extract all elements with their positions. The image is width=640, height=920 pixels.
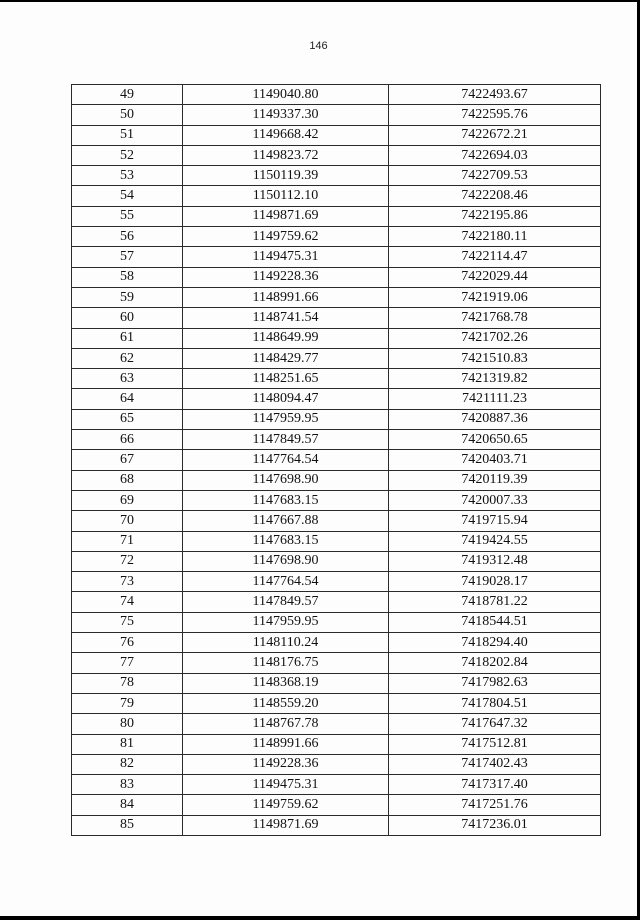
y-coordinate-cell: 7417236.01 [389, 815, 601, 835]
x-coordinate-cell: 1147683.15 [183, 531, 389, 551]
x-coordinate-cell: 1149871.69 [183, 206, 389, 226]
y-coordinate-cell: 7421111.23 [389, 389, 601, 409]
x-coordinate-cell: 1147849.57 [183, 592, 389, 612]
y-coordinate-cell: 7418202.84 [389, 653, 601, 673]
point-number-cell: 80 [72, 714, 183, 734]
y-coordinate-cell: 7417804.51 [389, 693, 601, 713]
table-row [72, 409, 601, 429]
x-coordinate-cell: 1149759.62 [183, 795, 389, 815]
x-coordinate-cell: 1150119.39 [183, 166, 389, 186]
table-row [72, 348, 601, 368]
point-number-cell: 75 [72, 612, 183, 632]
point-number-cell: 78 [72, 673, 183, 693]
x-coordinate-cell: 1147849.57 [183, 430, 389, 450]
point-number-cell: 64 [72, 389, 183, 409]
x-coordinate-cell: 1148110.24 [183, 633, 389, 653]
y-coordinate-cell: 7418781.22 [389, 592, 601, 612]
y-coordinate-cell: 7417647.32 [389, 714, 601, 734]
point-number-cell: 74 [72, 592, 183, 612]
y-coordinate-cell: 7417317.40 [389, 775, 601, 795]
table-row [72, 612, 601, 632]
point-number-cell: 83 [72, 775, 183, 795]
point-number-cell: 68 [72, 470, 183, 490]
x-coordinate-cell: 1147959.95 [183, 612, 389, 632]
x-coordinate-cell: 1149475.31 [183, 247, 389, 267]
x-coordinate-cell: 1149668.42 [183, 125, 389, 145]
y-coordinate-cell: 7421702.26 [389, 328, 601, 348]
x-coordinate-cell: 1148368.19 [183, 673, 389, 693]
page-number: 146 [309, 40, 328, 52]
y-coordinate-cell: 7419424.55 [389, 531, 601, 551]
point-number-cell: 56 [72, 227, 183, 247]
table-row [72, 490, 601, 510]
point-number-cell: 57 [72, 247, 183, 267]
point-number-cell: 53 [72, 166, 183, 186]
table-row [72, 328, 601, 348]
table-row [72, 287, 601, 307]
x-coordinate-cell: 1147764.54 [183, 450, 389, 470]
point-number-cell: 71 [72, 531, 183, 551]
point-number-cell: 66 [72, 430, 183, 450]
x-coordinate-cell: 1148767.78 [183, 714, 389, 734]
point-number-cell: 63 [72, 369, 183, 389]
table-row [72, 166, 601, 186]
y-coordinate-cell: 7422672.21 [389, 125, 601, 145]
y-coordinate-cell: 7420650.65 [389, 430, 601, 450]
y-coordinate-cell: 7422595.76 [389, 105, 601, 125]
x-coordinate-cell: 1149040.80 [183, 85, 389, 105]
y-coordinate-cell: 7422029.44 [389, 267, 601, 287]
point-number-cell: 50 [72, 105, 183, 125]
point-number-cell: 52 [72, 145, 183, 165]
y-coordinate-cell: 7422195.86 [389, 206, 601, 226]
y-coordinate-cell: 7421768.78 [389, 308, 601, 328]
x-coordinate-cell: 1148176.75 [183, 653, 389, 673]
point-number-cell: 73 [72, 572, 183, 592]
point-number-cell: 72 [72, 551, 183, 571]
table-row [72, 369, 601, 389]
y-coordinate-cell: 7418544.51 [389, 612, 601, 632]
x-coordinate-cell: 1147667.88 [183, 511, 389, 531]
y-coordinate-cell: 7419312.48 [389, 551, 601, 571]
y-coordinate-cell: 7420007.33 [389, 490, 601, 510]
point-number-cell: 54 [72, 186, 183, 206]
x-coordinate-cell: 1149475.31 [183, 775, 389, 795]
table-row [72, 85, 601, 105]
point-number-cell: 70 [72, 511, 183, 531]
point-number-cell: 65 [72, 409, 183, 429]
y-coordinate-cell: 7421510.83 [389, 348, 601, 368]
document-page [0, 2, 637, 916]
point-number-cell: 76 [72, 633, 183, 653]
table-row [72, 308, 601, 328]
table-row [72, 450, 601, 470]
x-coordinate-cell: 1148741.54 [183, 308, 389, 328]
x-coordinate-cell: 1148094.47 [183, 389, 389, 409]
point-number-cell: 61 [72, 328, 183, 348]
point-number-cell: 62 [72, 348, 183, 368]
x-coordinate-cell: 1147698.90 [183, 551, 389, 571]
table-row [72, 795, 601, 815]
x-coordinate-cell: 1148991.66 [183, 287, 389, 307]
table-row [72, 653, 601, 673]
table-row [72, 430, 601, 450]
y-coordinate-cell: 7422694.03 [389, 145, 601, 165]
x-coordinate-cell: 1148251.65 [183, 369, 389, 389]
table-row [72, 693, 601, 713]
table-row [72, 125, 601, 145]
table-row [72, 470, 601, 490]
table-row [72, 633, 601, 653]
table-row [72, 511, 601, 531]
table-row [72, 186, 601, 206]
y-coordinate-cell: 7422493.67 [389, 85, 601, 105]
table-row [72, 592, 601, 612]
table-row [72, 145, 601, 165]
y-coordinate-cell: 7421919.06 [389, 287, 601, 307]
y-coordinate-cell: 7419715.94 [389, 511, 601, 531]
x-coordinate-cell: 1147959.95 [183, 409, 389, 429]
x-coordinate-cell: 1147764.54 [183, 572, 389, 592]
table-row [72, 572, 601, 592]
table-row [72, 815, 601, 835]
x-coordinate-cell: 1149759.62 [183, 227, 389, 247]
table-row [72, 754, 601, 774]
point-number-cell: 69 [72, 490, 183, 510]
y-coordinate-cell: 7417251.76 [389, 795, 601, 815]
table-row [72, 531, 601, 551]
x-coordinate-cell: 1147683.15 [183, 490, 389, 510]
x-coordinate-cell: 1149228.36 [183, 754, 389, 774]
point-number-cell: 82 [72, 754, 183, 774]
y-coordinate-cell: 7422208.46 [389, 186, 601, 206]
x-coordinate-cell: 1149871.69 [183, 815, 389, 835]
point-number-cell: 84 [72, 795, 183, 815]
point-number-cell: 77 [72, 653, 183, 673]
y-coordinate-cell: 7420403.71 [389, 450, 601, 470]
table-row [72, 227, 601, 247]
table-row [72, 714, 601, 734]
table-row [72, 775, 601, 795]
x-coordinate-cell: 1148559.20 [183, 693, 389, 713]
point-number-cell: 79 [72, 693, 183, 713]
point-number-cell: 59 [72, 287, 183, 307]
y-coordinate-cell: 7421319.82 [389, 369, 601, 389]
y-coordinate-cell: 7422180.11 [389, 227, 601, 247]
point-number-cell: 85 [72, 815, 183, 835]
y-coordinate-cell: 7417512.81 [389, 734, 601, 754]
x-coordinate-cell: 1147698.90 [183, 470, 389, 490]
x-coordinate-cell: 1150112.10 [183, 186, 389, 206]
point-number-cell: 49 [72, 85, 183, 105]
coordinates-table [71, 84, 601, 836]
point-number-cell: 67 [72, 450, 183, 470]
table-row [72, 105, 601, 125]
table-row [72, 673, 601, 693]
point-number-cell: 51 [72, 125, 183, 145]
table-row [72, 247, 601, 267]
y-coordinate-cell: 7420119.39 [389, 470, 601, 490]
table-row [72, 389, 601, 409]
point-number-cell: 81 [72, 734, 183, 754]
y-coordinate-cell: 7420887.36 [389, 409, 601, 429]
x-coordinate-cell: 1149823.72 [183, 145, 389, 165]
table-row [72, 551, 601, 571]
y-coordinate-cell: 7422709.53 [389, 166, 601, 186]
y-coordinate-cell: 7418294.40 [389, 633, 601, 653]
point-number-cell: 58 [72, 267, 183, 287]
y-coordinate-cell: 7417982.63 [389, 673, 601, 693]
x-coordinate-cell: 1148429.77 [183, 348, 389, 368]
y-coordinate-cell: 7422114.47 [389, 247, 601, 267]
point-number-cell: 55 [72, 206, 183, 226]
x-coordinate-cell: 1149337.30 [183, 105, 389, 125]
x-coordinate-cell: 1148991.66 [183, 734, 389, 754]
table-row [72, 267, 601, 287]
table-row [72, 734, 601, 754]
x-coordinate-cell: 1149228.36 [183, 267, 389, 287]
x-coordinate-cell: 1148649.99 [183, 328, 389, 348]
table-row [72, 206, 601, 226]
y-coordinate-cell: 7417402.43 [389, 754, 601, 774]
y-coordinate-cell: 7419028.17 [389, 572, 601, 592]
coordinates-table-body [72, 85, 601, 836]
point-number-cell: 60 [72, 308, 183, 328]
